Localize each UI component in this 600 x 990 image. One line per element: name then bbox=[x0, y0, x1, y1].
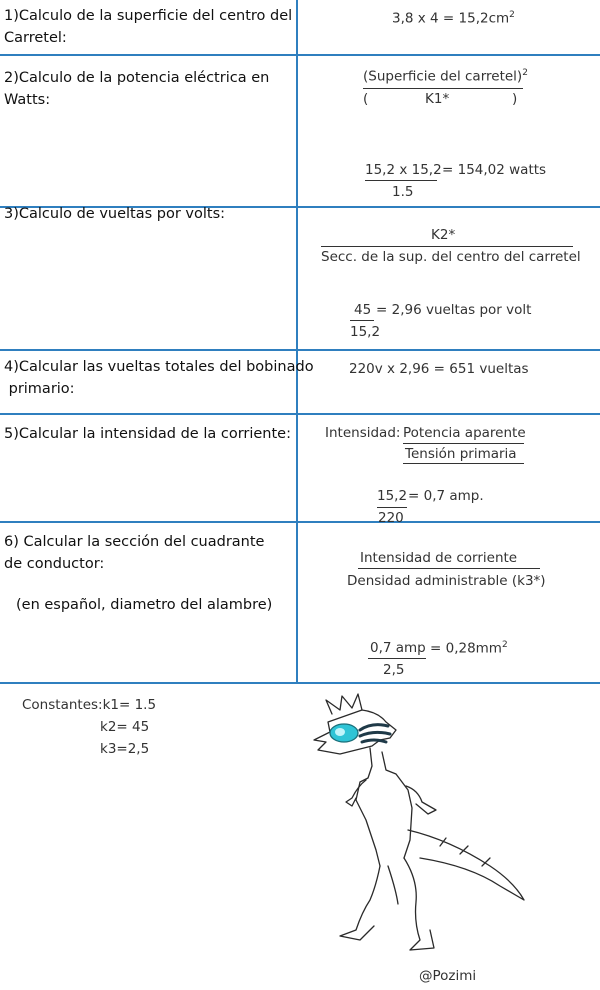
label-line: 5)Calcular la intensidad de la corriente: bbox=[4, 426, 291, 442]
label-line: primario: bbox=[4, 381, 75, 397]
row-1-formula bbox=[392, 10, 515, 27]
fraction-bar bbox=[321, 246, 573, 247]
current-formula-numerator: Potencia aparente bbox=[403, 425, 526, 441]
artist-signature: @Pozimi bbox=[419, 968, 477, 984]
power-calc-denominator: 1.5 bbox=[392, 184, 414, 200]
row-divider bbox=[0, 682, 600, 684]
section-formula-numerator: Intensidad de corriente bbox=[360, 550, 518, 566]
turns-formula-denominator: Secc. de la sup. del centro del carretel bbox=[321, 249, 581, 265]
section-calc-result: = $0,28mm^2$ bbox=[430, 640, 508, 657]
label-line: Watts: bbox=[4, 92, 51, 108]
label-line: 3)Calculo de vueltas por volts: bbox=[4, 206, 226, 222]
fraction-bar bbox=[368, 658, 426, 659]
section-calc-numerator: 0,7 amp bbox=[370, 640, 426, 656]
power-formula-denominator-close: ) bbox=[512, 91, 518, 107]
power-calc-result: = 154,02 watts bbox=[442, 162, 547, 178]
formula-text: 3,8 x 4 = 15,2cm bbox=[392, 10, 510, 27]
current-calc-numerator: 15,2 bbox=[377, 488, 408, 504]
power-calc-numerator: 15,2 x 15,2 bbox=[365, 162, 442, 178]
current-formula-denominator: Tensión primaria bbox=[405, 446, 517, 462]
constants-block: Constantes:k1= 1.5 bbox=[22, 697, 157, 713]
fraction-bar bbox=[358, 568, 540, 569]
label-line: de conductor: bbox=[4, 556, 105, 572]
constant-k3: k3=2,5 bbox=[100, 741, 150, 757]
row-2-label bbox=[4, 67, 269, 111]
formula-superscript: 2 bbox=[509, 10, 515, 20]
power-formula-numerator: (Superficie del carretel)$^2$ bbox=[363, 68, 528, 85]
column-divider bbox=[296, 0, 298, 682]
section-calc-denominator: 2,5 bbox=[383, 662, 405, 678]
label-line: 1)Calculo de la superficie del centro del bbox=[4, 8, 293, 24]
row-4-label bbox=[4, 356, 314, 400]
power-formula-denominator: K1* bbox=[425, 91, 450, 107]
turns-calc-result: = 2,96 vueltas por volt bbox=[376, 302, 532, 318]
fraction-bar bbox=[377, 507, 407, 508]
row-divider bbox=[0, 413, 600, 415]
creature-illustration bbox=[300, 690, 530, 960]
label-line: 4)Calcular las vueltas totales del bobinado bbox=[4, 359, 314, 375]
turns-calc-denominator: 15,2 bbox=[350, 324, 381, 340]
row-1-label bbox=[4, 5, 292, 49]
row-6-label bbox=[4, 531, 264, 575]
fraction-bar bbox=[363, 88, 523, 89]
power-formula-denominator-open: ( bbox=[363, 91, 369, 107]
constant-k2: k2= 45 bbox=[100, 719, 150, 735]
turns-calc-numerator: 45 bbox=[354, 302, 372, 318]
fraction-bar bbox=[403, 463, 524, 464]
row-divider bbox=[0, 521, 600, 523]
current-calc-denominator: 220 bbox=[378, 510, 404, 526]
section-formula-denominator: Densidad administrable (k3*) bbox=[347, 573, 546, 589]
label-line: Carretel: bbox=[4, 30, 67, 46]
label-line: 2)Calculo de la potencia eléctrica en bbox=[4, 70, 270, 86]
fraction-bar bbox=[365, 180, 437, 181]
row-4-formula: 220v x 2,96 = 651 vueltas bbox=[349, 361, 529, 377]
label-line: 6) Calcular la sección del cuadrante bbox=[4, 534, 265, 550]
current-calc-result: = 0,7 amp. bbox=[408, 488, 484, 504]
fraction-bar bbox=[403, 443, 524, 444]
current-formula-prefix: Intensidad: bbox=[325, 425, 401, 441]
row-6-note: (en español, diametro del alambre) bbox=[16, 597, 273, 613]
row-divider bbox=[0, 349, 600, 351]
row-3-label bbox=[4, 203, 225, 225]
turns-formula-numerator: K2* bbox=[431, 227, 456, 243]
fraction-bar bbox=[350, 320, 374, 321]
row-5-label bbox=[4, 423, 291, 445]
row-divider bbox=[0, 54, 600, 56]
